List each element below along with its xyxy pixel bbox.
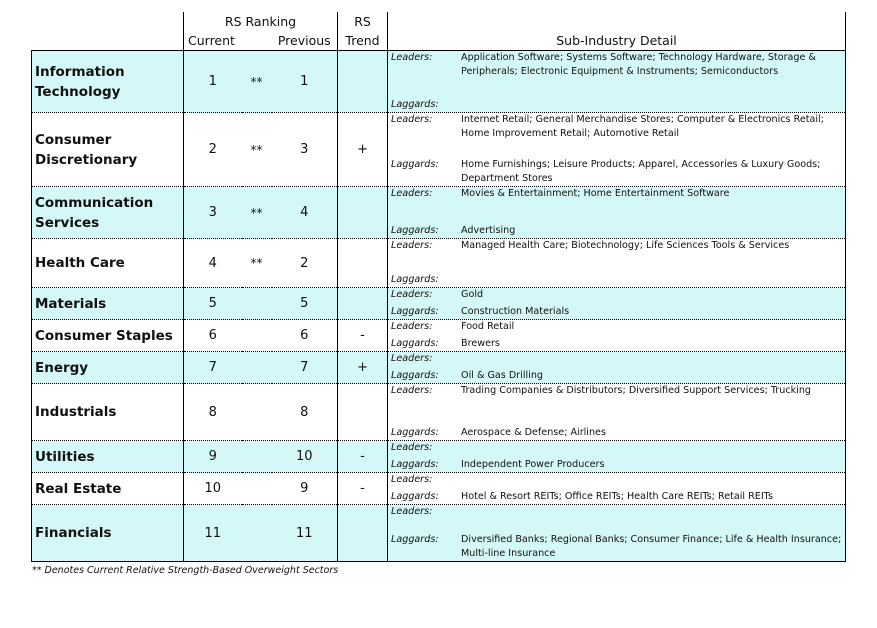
previous-rank: 11 bbox=[272, 505, 338, 562]
laggards-line bbox=[391, 369, 845, 383]
sub-industry-detail bbox=[388, 441, 846, 473]
previous-rank: 6 bbox=[272, 320, 338, 352]
laggards-label: Laggards: bbox=[391, 159, 439, 170]
leaders-line bbox=[391, 352, 845, 366]
header-blank bbox=[32, 12, 184, 31]
laggards-line bbox=[391, 158, 845, 185]
laggards-value bbox=[461, 273, 845, 287]
table-row bbox=[32, 288, 846, 320]
table-row bbox=[32, 384, 846, 441]
footnote: ** Denotes Current Relative Strength-Based Overweight Sectors bbox=[32, 565, 339, 576]
laggards-value: Aerospace & Defense; Airlines bbox=[461, 426, 606, 438]
laggards-value: Oil & Gas Drilling bbox=[461, 369, 544, 381]
current-rank: 8 bbox=[184, 384, 242, 441]
overweight-marker bbox=[242, 288, 272, 320]
current-rank: 6 bbox=[184, 320, 242, 352]
laggards-line bbox=[391, 98, 845, 112]
sector-name: Information Technology bbox=[32, 51, 184, 113]
sector-name: Industrials bbox=[32, 384, 184, 441]
rs-trend bbox=[338, 51, 388, 113]
laggards-line bbox=[391, 224, 845, 238]
table-row bbox=[32, 239, 846, 288]
rs-trend: + bbox=[338, 113, 388, 187]
sector-ranking-table-container bbox=[31, 12, 845, 576]
table-row bbox=[32, 352, 846, 384]
header-blank-detail bbox=[388, 12, 846, 31]
rs-trend bbox=[338, 239, 388, 288]
laggards-value: Construction Materials bbox=[461, 305, 570, 317]
previous-rank: 9 bbox=[272, 473, 338, 505]
table-row bbox=[32, 187, 846, 239]
overweight-marker bbox=[242, 352, 272, 384]
laggards-value bbox=[461, 98, 845, 112]
sub-industry-detail bbox=[388, 51, 846, 113]
leaders-value bbox=[461, 505, 845, 519]
leaders-label: Leaders: bbox=[391, 442, 433, 453]
laggards-value: Home Furnishings; Leisure Products; Apparel, Accessories & Luxury Goods; Department Stores bbox=[461, 159, 821, 184]
sub-industry-detail bbox=[388, 320, 846, 352]
leaders-value: Gold bbox=[461, 289, 484, 300]
table-row bbox=[32, 441, 846, 473]
overweight-marker: ** bbox=[242, 187, 272, 239]
sector-ranking-table bbox=[31, 12, 846, 562]
header-previous: Previous bbox=[277, 33, 331, 48]
sub-industry-detail bbox=[388, 473, 846, 505]
header-sub-industry-detail: Sub-Industry Detail bbox=[388, 31, 846, 51]
previous-rank: 8 bbox=[272, 384, 338, 441]
leaders-value: Managed Health Care; Biotechnology; Life Sciences Tools & Services bbox=[461, 240, 790, 251]
laggards-line bbox=[391, 533, 845, 560]
current-rank: 9 bbox=[184, 441, 242, 473]
leaders-label: Leaders: bbox=[391, 385, 433, 396]
leaders-line bbox=[391, 320, 845, 334]
rs-trend bbox=[338, 288, 388, 320]
sub-industry-detail bbox=[388, 187, 846, 239]
laggards-label: Laggards: bbox=[391, 458, 439, 470]
laggards-label: Laggards: bbox=[391, 534, 439, 545]
overweight-marker bbox=[242, 384, 272, 441]
laggards-value: Independent Power Producers bbox=[461, 458, 605, 470]
sector-name: Health Care bbox=[32, 239, 184, 288]
laggards-value: Diversified Banks; Regional Banks; Consumer Finance; Life & Health Insurance; Multi-line Insurance bbox=[461, 534, 842, 559]
previous-rank: 1 bbox=[272, 51, 338, 113]
leaders-value bbox=[461, 352, 845, 366]
current-rank: 10 bbox=[184, 473, 242, 505]
laggards-line bbox=[391, 490, 845, 504]
overweight-marker bbox=[242, 505, 272, 562]
laggards-line bbox=[391, 273, 845, 287]
leaders-line bbox=[391, 473, 845, 487]
sector-name: Utilities bbox=[32, 441, 184, 473]
previous-rank: 2 bbox=[272, 239, 338, 288]
leaders-line bbox=[391, 239, 845, 253]
leaders-label: Leaders: bbox=[391, 289, 433, 300]
laggards-label: Laggards: bbox=[391, 273, 439, 285]
laggards-line bbox=[391, 426, 845, 440]
current-rank: 5 bbox=[184, 288, 242, 320]
laggards-label: Laggards: bbox=[391, 490, 439, 502]
leaders-label: Leaders: bbox=[391, 240, 433, 251]
table-row bbox=[32, 320, 846, 352]
sub-industry-detail bbox=[388, 113, 846, 187]
current-rank: 1 bbox=[184, 51, 242, 113]
sector-name: Energy bbox=[32, 352, 184, 384]
sector-name: Communication Services bbox=[32, 187, 184, 239]
previous-rank: 5 bbox=[272, 288, 338, 320]
laggards-label: Laggards: bbox=[391, 305, 439, 317]
leaders-line bbox=[391, 187, 845, 201]
table-row bbox=[32, 505, 846, 562]
header-rs-ranking: RS Ranking bbox=[184, 12, 338, 31]
leaders-label: Leaders: bbox=[391, 506, 433, 517]
leaders-label: Leaders: bbox=[391, 188, 433, 199]
laggards-line bbox=[391, 458, 845, 472]
leaders-value: Internet Retail; General Merchandise Stores; Computer & Electronics Retail; Home Improvement Retail; Automotive Retail bbox=[461, 114, 824, 139]
rs-trend: - bbox=[338, 441, 388, 473]
leaders-value: Movies & Entertainment; Home Entertainment Software bbox=[461, 188, 730, 199]
previous-rank: 3 bbox=[272, 113, 338, 187]
leaders-line bbox=[391, 113, 845, 140]
sector-name: Financials bbox=[32, 505, 184, 562]
sector-name: Consumer Staples bbox=[32, 320, 184, 352]
sub-industry-detail bbox=[388, 505, 846, 562]
laggards-line bbox=[391, 337, 845, 351]
table-row bbox=[32, 473, 846, 505]
rs-trend: + bbox=[338, 352, 388, 384]
rs-trend: - bbox=[338, 473, 388, 505]
header-rs: RS bbox=[338, 12, 388, 31]
leaders-label: Leaders: bbox=[391, 474, 433, 485]
leaders-label: Leaders: bbox=[391, 52, 433, 63]
header-row-bottom bbox=[32, 31, 846, 51]
overweight-marker bbox=[242, 441, 272, 473]
leaders-value: Trading Companies & Distributors; Diversified Support Services; Trucking bbox=[461, 385, 811, 396]
current-rank: 3 bbox=[184, 187, 242, 239]
sector-name: Materials bbox=[32, 288, 184, 320]
leaders-value bbox=[461, 441, 845, 455]
table-row bbox=[32, 113, 846, 187]
leaders-line bbox=[391, 384, 845, 398]
laggards-label: Laggards: bbox=[391, 337, 439, 349]
header-trend: Trend bbox=[338, 31, 388, 51]
header-blank-sector bbox=[32, 31, 184, 51]
sector-name: Consumer Discretionary bbox=[32, 113, 184, 187]
rs-trend bbox=[338, 187, 388, 239]
leaders-value: Application Software; Systems Software; Technology Hardware, Storage & Peripherals; Electronic Equipment & Instruments; Semiconductors bbox=[461, 52, 816, 77]
rs-trend: - bbox=[338, 320, 388, 352]
table-body bbox=[32, 51, 846, 562]
laggards-label: Laggards: bbox=[391, 369, 439, 381]
sector-name: Real Estate bbox=[32, 473, 184, 505]
laggards-value: Hotel & Resort REITs; Office REITs; Health Care REITs; Retail REITs bbox=[461, 490, 773, 502]
header-current: Current bbox=[184, 31, 272, 51]
overweight-marker bbox=[242, 473, 272, 505]
overweight-marker: ** bbox=[242, 51, 272, 113]
overweight-marker: ** bbox=[242, 239, 272, 288]
rs-trend bbox=[338, 384, 388, 441]
current-rank: 2 bbox=[184, 113, 242, 187]
laggards-line bbox=[391, 305, 845, 319]
laggards-label: Laggards: bbox=[391, 426, 439, 438]
current-rank: 4 bbox=[184, 239, 242, 288]
sub-industry-detail bbox=[388, 288, 846, 320]
leaders-label: Leaders: bbox=[391, 114, 433, 125]
overweight-marker: ** bbox=[242, 113, 272, 187]
current-rank: 11 bbox=[184, 505, 242, 562]
laggards-value: Advertising bbox=[461, 224, 516, 236]
rs-trend bbox=[338, 505, 388, 562]
leaders-line bbox=[391, 51, 845, 78]
sub-industry-detail bbox=[388, 352, 846, 384]
leaders-label: Leaders: bbox=[391, 353, 433, 364]
previous-rank: 7 bbox=[272, 352, 338, 384]
header-row-top bbox=[32, 12, 846, 31]
leaders-value: Food Retail bbox=[461, 321, 515, 332]
overweight-marker bbox=[242, 320, 272, 352]
laggards-value: Brewers bbox=[461, 337, 500, 349]
leaders-line bbox=[391, 288, 845, 302]
current-rank: 7 bbox=[184, 352, 242, 384]
leaders-line bbox=[391, 505, 845, 519]
sub-industry-detail bbox=[388, 239, 846, 288]
previous-rank: 4 bbox=[272, 187, 338, 239]
leaders-label: Leaders: bbox=[391, 321, 433, 332]
previous-rank: 10 bbox=[272, 441, 338, 473]
laggards-label: Laggards: bbox=[391, 98, 439, 110]
table-row bbox=[32, 51, 846, 113]
leaders-line bbox=[391, 441, 845, 455]
laggards-label: Laggards: bbox=[391, 224, 439, 236]
sub-industry-detail bbox=[388, 384, 846, 441]
leaders-value bbox=[461, 473, 845, 487]
